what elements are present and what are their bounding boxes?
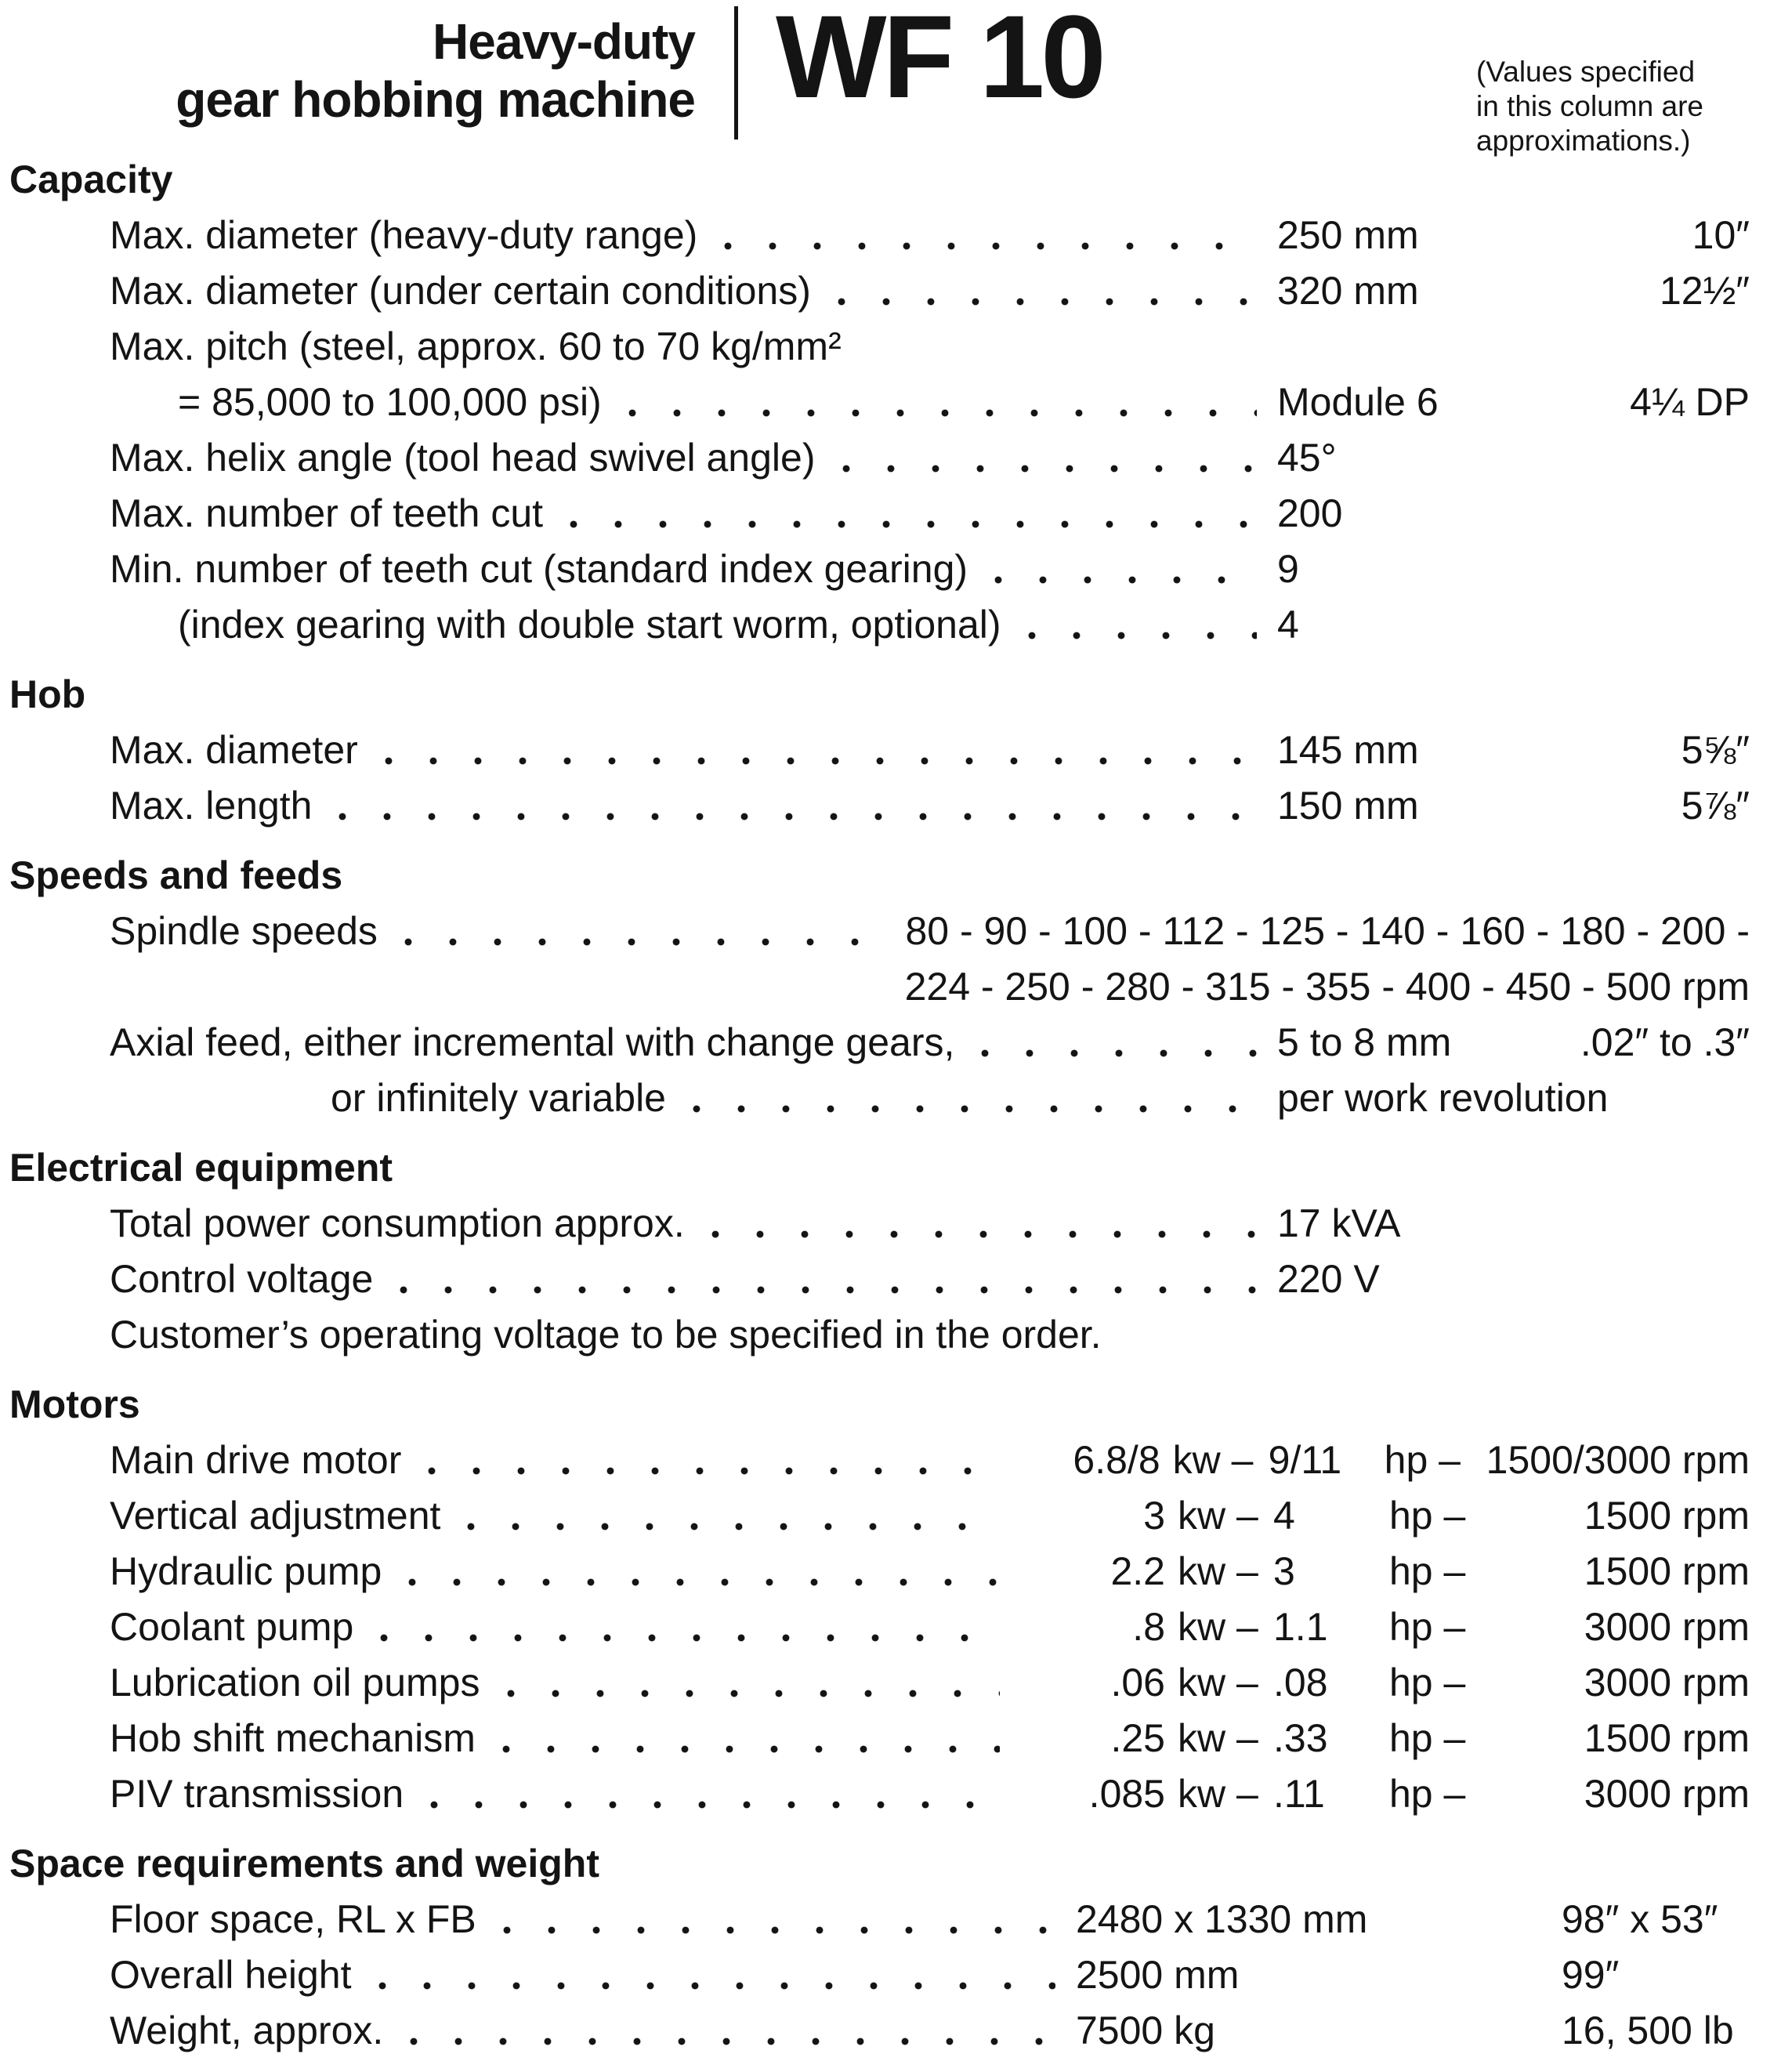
spec-row [9,2003,1750,2059]
spec-label: Axial feed, either incremental with change gears, [110,1020,955,1064]
spec-label: Spindle speeds [110,909,378,953]
metric-value: 2500 mm [1076,1953,1240,1997]
model-name: WF 10 [776,0,1102,122]
dot-leader [570,486,1257,542]
metric-value: 320 mm [1277,269,1419,313]
inch-value: 10″ [1692,213,1750,257]
hp-value: 3 [1273,1549,1295,1593]
kw-unit: kw – [1178,1661,1258,1704]
section-heading-space: Space requirements and weight [9,1842,599,1885]
dot-leader [507,1655,1001,1711]
dot-leader [628,375,1257,430]
dot-leader [338,778,1257,834]
spec-label: Hydraulic pump [110,1549,382,1593]
hp-unit: hp – [1389,1605,1466,1649]
dot-leader [467,1488,1000,1544]
section-heading-capacity: Capacity [9,158,173,201]
metric-value: 7500 kg [1076,2009,1215,2052]
inch-value: 99″ [1562,1953,1620,1997]
motor-row [9,1766,1750,1822]
dot-leader [400,1252,1257,1307]
spec-label: Main drive motor [110,1438,402,1482]
spec-row [9,263,1750,319]
spec-row [9,319,1750,375]
inch-value: 12½″ [1659,269,1750,313]
spec-label: Max. helix angle (tool head swivel angle) [110,436,816,480]
spec-row [9,1947,1750,2003]
metric-value: Module 6 [1277,380,1439,424]
hp-value: 9/11 [1268,1438,1342,1482]
metric-value: 4 [1277,603,1299,647]
metric-value: 45° [1277,436,1337,480]
metric-value: 145 mm [1277,728,1419,772]
spec-row [9,1015,1750,1070]
metric-value: 17 kVA [1277,1201,1401,1245]
kw-value: .06 [1110,1661,1165,1704]
dot-leader [693,1070,1257,1126]
approximation-note [1476,55,1703,158]
dot-leader [981,1015,1257,1070]
spec-row [9,542,1750,597]
spec-row [9,1070,1750,1126]
dot-leader [724,208,1257,263]
spec-row [9,904,1750,959]
dot-leader [404,904,859,959]
spindle-speeds-line1: 80 - 90 - 100 - 112 - 125 - 140 - 160 - 180 - 200 - [905,909,1750,953]
motor-row [9,1711,1750,1766]
dot-leader [503,1892,1055,1947]
header-divider [734,6,738,139]
metric-value: 5 to 8 mm [1277,1020,1452,1064]
spec-label: Max. pitch (steel, approx. 60 to 70 kg/mm² [110,324,842,368]
spec-label: Max. length [110,784,313,828]
spec-row [9,1892,1750,1947]
hp-value: 1.1 [1273,1605,1328,1649]
dot-leader [1028,597,1257,653]
inch-value: 16, 500 lb [1562,2009,1734,2052]
spec-label: Max. number of teeth cut [110,491,544,535]
inch-value: .02″ to .3″ [1580,1020,1750,1064]
metric-value: 9 [1277,547,1299,591]
dot-leader [385,723,1257,778]
motor-row [9,1488,1750,1544]
spec-label: Control voltage [110,1257,374,1301]
section-heading-motors: Motors [9,1382,140,1426]
page-header [9,0,1750,157]
rpm-value: 1500 rpm [1584,1549,1750,1593]
hp-value: 4 [1273,1494,1295,1538]
hp-value: .08 [1273,1661,1328,1704]
machine-title-line2: gear hobbing machine [176,71,695,128]
spec-row [9,375,1750,430]
spec-row [9,1307,1750,1363]
spec-row [9,1196,1750,1252]
note-line: (Values specified [1476,56,1696,88]
dot-leader [842,430,1258,486]
dot-leader [994,542,1257,597]
kw-unit: kw – [1178,1772,1258,1816]
rpm-value: 3000 rpm [1584,1661,1750,1704]
metric-value: 250 mm [1277,213,1419,257]
inch-value: 4¼ DP [1630,380,1750,424]
hp-unit: hp – [1389,1549,1466,1593]
motor-row [9,1433,1750,1488]
spec-label: Overall height [110,1953,352,1997]
kw-value: .8 [1132,1605,1165,1649]
dot-leader [711,1196,1257,1252]
spec-row [9,723,1750,778]
motor-row [9,1655,1750,1711]
dot-leader [502,1711,1000,1766]
kw-unit: kw – [1178,1716,1258,1760]
hp-value: .33 [1273,1716,1328,1760]
inch-value: 5⅞″ [1681,784,1750,828]
metric-value: 200 [1277,491,1343,535]
metric-value: 220 V [1277,1257,1380,1301]
note-line: approximations.) [1476,125,1691,157]
dot-leader [430,1766,1000,1822]
rpm-value: 3000 rpm [1584,1772,1750,1816]
hp-unit: hp – [1384,1438,1461,1482]
kw-unit: kw – [1178,1494,1258,1538]
metric-value: 2480 x 1330 mm [1076,1897,1368,1941]
spec-label: Vertical adjustment [110,1494,441,1538]
section-heading-electrical: Electrical equipment [9,1146,393,1190]
spec-row [9,430,1750,486]
spec-label: Floor space, RL x FB [110,1897,476,1941]
hp-unit: hp – [1389,1716,1466,1760]
spec-label: Coolant pump [110,1605,354,1649]
kw-unit: kw – [1172,1438,1254,1482]
spec-label: Max. diameter [110,728,358,772]
spec-label: or infinitely variable [331,1076,666,1120]
section-heading-speeds: Speeds and feeds [9,853,343,897]
machine-title [9,13,695,129]
spec-label: Max. diameter (heavy-duty range) [110,213,698,257]
inch-value: 98″ x 53″ [1562,1897,1718,1941]
dot-leader [378,1947,1056,2003]
note-line: in this column are [1476,90,1703,122]
kw-value: .085 [1088,1772,1165,1816]
spindle-speeds-line2: 224 - 250 - 280 - 315 - 355 - 400 - 450 - 500 rpm [904,965,1750,1009]
machine-title-line1: Heavy-duty [433,13,695,70]
spec-label: Lubrication oil pumps [110,1661,480,1704]
kw-unit: kw – [1178,1549,1258,1593]
dot-leader [408,1544,1000,1599]
voltage-note: Customer’s operating voltage to be specified in the order. [110,1313,1102,1357]
metric-value: per work revolution [1277,1076,1609,1120]
spec-label: Weight, approx. [110,2009,384,2052]
hp-unit: hp – [1389,1661,1466,1704]
spec-label: PIV transmission [110,1772,404,1816]
spec-label: Max. diameter (under certain conditions) [110,269,811,313]
rpm-value: 1500/3000 rpm [1486,1438,1750,1482]
hp-unit: hp – [1389,1772,1466,1816]
kw-value: 2.2 [1110,1549,1165,1593]
spec-row [9,778,1750,834]
kw-value: .25 [1110,1716,1165,1760]
kw-value: 3 [1143,1494,1165,1538]
spec-row [9,486,1750,542]
spec-label: Total power consumption approx. [110,1201,685,1245]
section-heading-hob: Hob [9,672,86,716]
rpm-value: 3000 rpm [1584,1605,1750,1649]
dot-leader [428,1433,994,1488]
dot-leader [410,2003,1055,2059]
kw-unit: kw – [1178,1605,1258,1649]
spec-label: Min. number of teeth cut (standard index gearing) [110,547,968,591]
rpm-value: 1500 rpm [1584,1494,1750,1538]
spec-row [9,208,1750,263]
metric-value: 150 mm [1277,784,1419,828]
hp-unit: hp – [1389,1494,1466,1538]
spec-label: Hob shift mechanism [110,1716,476,1760]
spec-label: = 85,000 to 100,000 psi) [178,380,602,424]
spec-row [9,959,1750,1015]
rpm-value: 1500 rpm [1584,1716,1750,1760]
spec-row [9,1252,1750,1307]
dot-leader [838,263,1257,319]
dot-leader [380,1599,1000,1655]
inch-value: 5⅝″ [1681,728,1750,772]
kw-value: 6.8/8 [1073,1438,1160,1482]
hp-value: .11 [1273,1772,1325,1816]
spec-row [9,597,1750,653]
spec-label: (index gearing with double start worm, optional) [178,603,1001,647]
motor-row [9,1599,1750,1655]
motor-row [9,1544,1750,1599]
